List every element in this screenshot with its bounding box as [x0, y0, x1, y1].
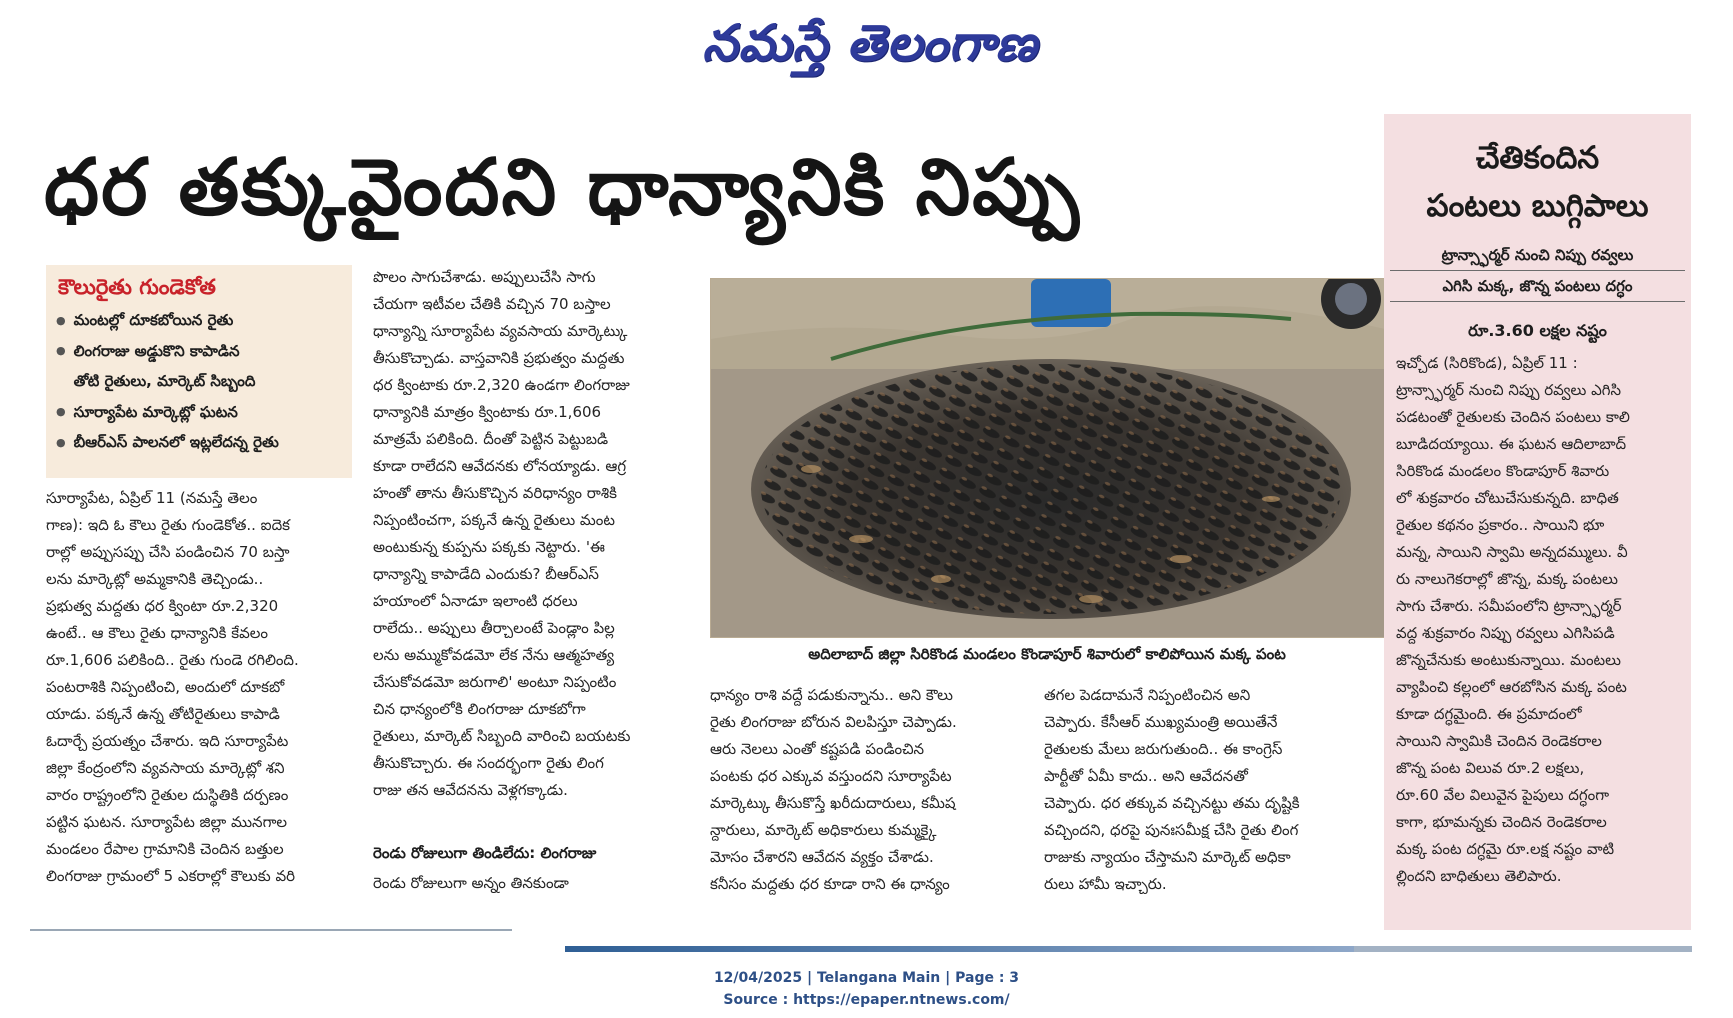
text-line: మండలం రేపాల గ్రామానికి చెందిన బత్తుల	[46, 840, 284, 858]
sidebar-loss-amount: రూ.3.60 లక్షల నష్టం	[1468, 321, 1607, 340]
text-line: సిరికొండ మండలం కొండాపూర్ శివారు	[1396, 462, 1610, 480]
text-line: సూర్యాపేట, ఏప్రిల్ 11 (నమస్తే తెలం	[46, 489, 258, 507]
highlight-text: బీఆర్ఎస్ పాలనలో ఇట్లలేదన్న రైతు	[73, 433, 279, 451]
text-line: రెండు రోజులుగా అన్నం తినకుండా	[373, 874, 569, 892]
text-line: హంతో తాను తీసుకొచ్చిన వరిధాన్యం రాశికి	[373, 484, 617, 502]
text-line: ధర క్వింటాకు రూ.2,320 ఉండగా లింగరాజు	[373, 376, 630, 394]
sidebar-deck-line: ట్రాన్స్ఫార్మర్ నుంచి నిప్పు రవ్వలు	[1390, 240, 1685, 271]
highlight-item	[56, 336, 352, 367]
article-column-2	[373, 264, 691, 804]
photo-caption: అదిలాబాద్ జిల్లా సిరికొండ మండలం కొండాపూర్ శివారులో కాలిపోయిన మక్క పంట	[808, 645, 1286, 663]
text-line: రాజు తన ఆవేదనను వెళ్లగక్కాడు.	[373, 781, 568, 799]
text-line: ల్లిందని బాధితులు తెలిపారు.	[1396, 867, 1562, 885]
text-line: లను మార్కెట్లో అమ్మకానికి తెచ్చిండు..	[46, 570, 264, 588]
article-column-4	[1044, 682, 1358, 898]
text-line: సాయిని స్వామికి చెందిన రెండెకరాల	[1396, 732, 1602, 750]
text-line: రులు హామీ ఇచ్చారు.	[1044, 875, 1167, 893]
text-line: రాల్లో అప్పుసప్పు చేసి పండించిన 70 బస్తా	[46, 543, 290, 561]
text-line: ప్రభుత్వ మద్దతు ధర క్వింటా రూ.2,320	[46, 597, 279, 615]
text-line: బూడిదయ్యాయి. ఈ ఘటన ఆదిలాబాద్	[1396, 435, 1627, 453]
text-line: రైతులు, మార్కెట్ సిబ్బంది వారించి బయటకు	[373, 727, 631, 745]
burnt-crop-photo	[710, 278, 1386, 638]
text-line: గాణ): ఇది ఓ కౌలు రైతు గుండెకోత.. ఐదెక	[46, 516, 290, 534]
text-line: జొన్న పంట విలువ రూ.2 లక్షలు,	[1396, 759, 1585, 777]
text-line: రూ.1,606 పలికింది.. రైతు గుండె రగిలింది.	[46, 651, 299, 669]
text-line: హయాంలో ఏనాడూ ఇలాంటి ధరలు	[373, 592, 578, 610]
article-subheading: రెండు రోజులుగా తిండిలేదు: లింగరాజు	[373, 844, 597, 862]
bullet-icon: ●	[56, 405, 66, 418]
text-line: సాగు చేశారు. సమీపంలోని ట్రాన్స్ఫార్మర్	[1396, 597, 1622, 615]
highlight-text: లింగరాజు అడ్డుకొని కాపాడిన	[73, 341, 240, 360]
highlight-item	[56, 305, 352, 336]
highlight-text: మంటల్లో దూకబోయిన రైతు	[73, 311, 234, 329]
text-line: రాజుకు న్యాయం చేస్తామని మార్కెట్ అధికా	[1044, 848, 1291, 866]
text-line: పడటంతో రైతులకు చెందిన పంటలు కాలి	[1396, 408, 1630, 426]
text-line: కూడా రాలేదని ఆవేదనకు లోనయ్యాడు. ఆగ్ర	[373, 457, 627, 475]
text-line: ఆరు నెలలు ఎంతో కష్టపడి పండించిన	[710, 740, 925, 758]
text-line: మక్క పంట దగ్ధమై రూ.లక్ష నష్టం వాటి	[1396, 840, 1615, 858]
text-line: రు నాలుగెకరాల్లో జొన్న, మక్క పంటలు	[1396, 570, 1618, 588]
highlight-item	[56, 366, 352, 397]
photo-illustration	[711, 279, 1385, 637]
text-line: మోసం చేశారని ఆవేదన వ్యక్తం చేశాడు.	[710, 848, 934, 866]
text-line: చేసుకోవడమో జరుగాలి' అంటూ నిప్పంటిం	[373, 673, 617, 691]
highlights-box	[46, 265, 352, 478]
page-info: 12/04/2025 | Telangana Main | Page : 3	[713, 970, 1020, 986]
text-line: వద్ద శుక్రవారం నిప్పు రవ్వలు ఎగిసిపడి	[1396, 624, 1615, 642]
text-line: పంటరాశికి నిప్పంటించి, అందులో దూకబో	[46, 678, 285, 696]
text-line: పొలం సాగుచేశాడు. అప్పులుచేసి సాగు	[373, 268, 596, 286]
text-line: చేయగా ఇటీవల చేతికి వచ్చిన 70 బస్తాల	[373, 295, 611, 313]
text-line: పార్టీతో ఏమీ కాదు.. అని ఆవేదనతో	[1044, 767, 1248, 785]
sidebar-deck	[1390, 240, 1685, 302]
text-line: రైతు లింగరాజు బోరున విలపిస్తూ చెప్పాడు.	[710, 713, 957, 731]
text-line: మార్కెట్కు తీసుకొస్తే ఖరీదుదారులు, కమీష	[710, 794, 956, 812]
text-line: ఇచ్చోడ (సిరికొండ), ఏప్రిల్ 11 :	[1396, 354, 1578, 372]
text-line: లను అమ్ముకోవడమో లేక నేను ఆత్మహత్య	[373, 646, 615, 664]
text-line: రాలేదు.. అప్పులు తీర్చాలంటే పెండ్లాం పిల్ల	[373, 619, 615, 637]
article-headline: ధర తక్కువైందని ధాన్యానికి నిప్పు	[44, 143, 1082, 233]
text-line: లో శుక్రవారం చోటుచేసుకున్నది. బాధిత	[1396, 489, 1619, 507]
bullet-icon: ●	[56, 313, 66, 327]
text-line: ధాన్యం రాశి వద్దే పడుకున్నాను.. అని కౌలు	[710, 686, 953, 704]
text-line: వచ్చిందని, ధరపై పునఃసమీక్ష చేసి రైతు లింగ	[1044, 821, 1299, 839]
bullet-icon: ●	[56, 344, 66, 357]
bullet-icon: ●	[56, 435, 66, 449]
text-line: తీసుకొచ్చారు. ఈ సందర్భంగా రైతు లింగ	[373, 754, 604, 772]
text-line: నిప్పంటించగా, పక్కనే ఉన్న రైతులు మంట	[373, 511, 615, 529]
source-link[interactable]: Source : https://epaper.ntnews.com/	[723, 992, 1010, 1008]
text-line: జిల్లా కేంద్రంలోని వ్యవసాయ మార్కెట్లో శని	[46, 759, 285, 777]
text-line: పట్టిన ఘటన. సూర్యాపేట జిల్లా మునగాల	[46, 813, 288, 831]
text-line: ఓదార్చే ప్రయత్నం చేశారు. ఇది సూర్యాపేట	[46, 732, 289, 750]
text-line: తీసుకొచ్చాడు. వాస్తవానికి ప్రభుత్వం మద్దతు	[373, 349, 625, 367]
footer-rule	[565, 946, 1692, 952]
text-line: కాగా, భూమన్నకు చెందిన రెండెకరాల	[1396, 813, 1607, 831]
text-line: మాత్రమే పలికింది. దీంతో పెట్టిన పెట్టుబడి	[373, 430, 609, 448]
text-line: పంటకు ధర ఎక్కువ వస్తుందని సూర్యాపేట	[710, 767, 952, 785]
text-line: చెప్పారు. కేసీఆర్ ముఖ్యమంత్రి అయితేనే	[1044, 713, 1278, 731]
article-column-1	[46, 485, 352, 890]
highlight-item	[56, 427, 352, 458]
text-line: రైతుల కథనం ప్రకారం.. సాయిని భూ	[1396, 516, 1605, 534]
text-line: అంటుకున్న కుప్పను పక్కకు నెట్టారు. 'ఈ	[373, 538, 605, 556]
text-line: న్దారులు, మార్కెట్ అధికారులు కుమ్మక్కై	[710, 821, 937, 839]
article-column-2-continued	[373, 870, 691, 897]
text-line: ధాన్యానికి మాత్రం క్వింటాకు రూ.1,606	[373, 403, 602, 421]
text-line: కూడా దగ్ధమైంది. ఈ ప్రమాదంలో	[1396, 705, 1582, 723]
text-line: వ్యాపించి కల్లంలో ఆరబోసిన మక్క పంట	[1396, 678, 1627, 696]
highlight-text: తోటి రైతులు, మార్కెట్ సిబ్బంది	[73, 372, 256, 390]
sidebar-deck-line: ఎగిసి మక్క, జొన్న పంటలు దగ్ధం	[1390, 271, 1685, 302]
text-line: చిన ధాన్యంలోకి లింగరాజు దూకబోగా	[373, 700, 586, 718]
sidebar-headline-line: పంటలు బుగ్గిపాలు	[1426, 188, 1649, 224]
text-line: జొన్నచేనుకు అంటుకున్నాయి. మంటలు	[1396, 651, 1621, 669]
sidebar-headline	[1384, 134, 1691, 230]
sidebar-headline-line: చేతికందిన	[1475, 140, 1600, 176]
highlight-item	[56, 397, 352, 428]
highlights-title: కౌలురైతు గుండెకోత	[58, 275, 216, 299]
text-line: రైతులకు మేలు జరుగుతుంది.. ఈ కాంగ్రెస్	[1044, 740, 1283, 758]
text-line: మన్న, సాయిని స్వామి అన్నదమ్ములు. వీ	[1396, 543, 1628, 561]
text-line: చెప్పారు. ధర తక్కువ వచ్చినట్టు తమ దృష్టికి	[1044, 794, 1300, 812]
text-line: ధాన్యాన్ని కాపాడేది ఎందుకు? బీఆర్ఎస్	[373, 565, 599, 583]
text-line: ధాన్యాన్ని సూర్యాపేట వ్యవసాయ మార్కెట్కు	[373, 322, 628, 340]
text-line: రూ.60 వేల విలువైన పైపులు దగ్ధంగా	[1396, 786, 1610, 804]
text-line: ఉంటే.. ఆ కౌలు రైతు ధాన్యానికి కేవలం	[46, 624, 268, 642]
text-line: యాడు. పక్కనే ఉన్న తోటిరైతులు కాపాడి	[46, 705, 280, 723]
highlights-list	[46, 305, 352, 458]
article-column-3	[710, 682, 1026, 898]
text-line: తగల పెడదామనే నిప్పంటించిన అని	[1044, 686, 1251, 704]
column-divider	[30, 929, 512, 931]
sidebar-body	[1396, 350, 1690, 890]
text-line: కనీసం మద్దతు ధర కూడా రాని ఈ ధాన్యం	[710, 875, 950, 893]
text-line: ట్రాన్స్ఫార్మర్ నుంచి నిప్పు రవ్వలు ఎగిసి	[1396, 381, 1622, 399]
newspaper-masthead: నమస్తే తెలంగాణ	[702, 13, 1038, 72]
text-line: వారం రాష్ట్రంలోని రైతుల దుస్థితికి దర్పణం	[46, 786, 289, 804]
text-line: లింగరాజు గ్రామంలో 5 ఎకరాల్లో కౌలుకు వరి	[46, 867, 296, 885]
highlight-text: సూర్యాపేట మార్కెట్లో ఘటన	[73, 402, 238, 421]
